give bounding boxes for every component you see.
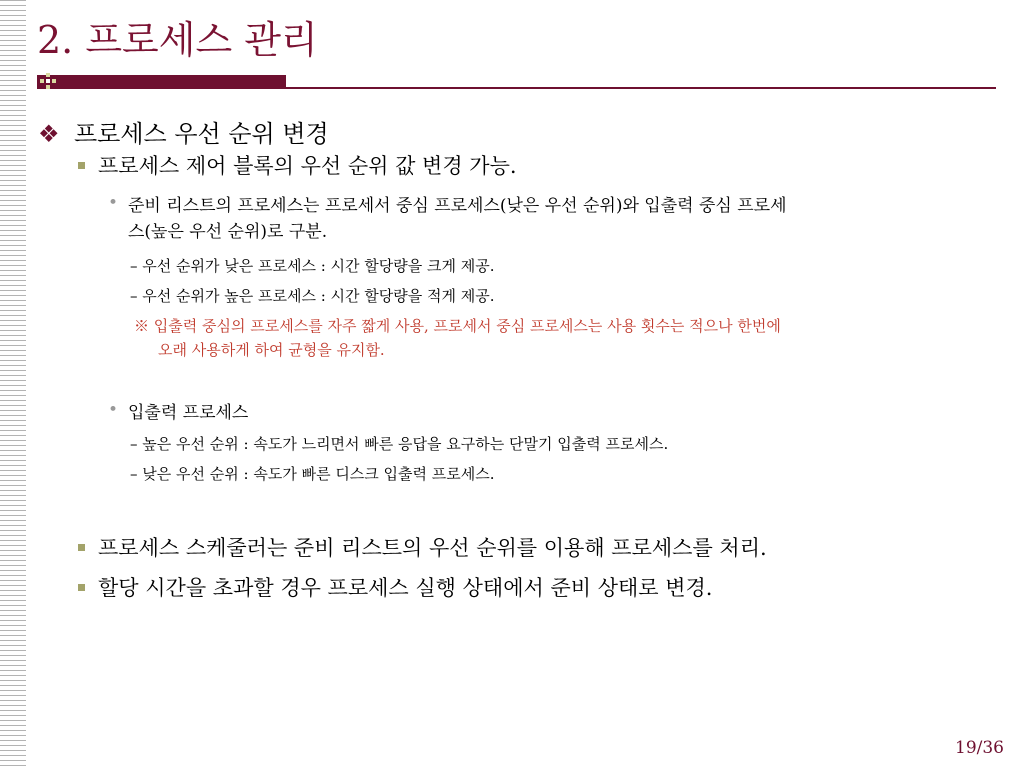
section-heading-text: 프로세스 우선 순위 변경	[74, 120, 329, 148]
bullet-text: 프로세스 제어 블록의 우선 순위 값 변경 가능.	[98, 154, 517, 178]
dot-bullet-icon: •	[108, 400, 119, 420]
detail-io-high: – 높은 우선 순위 : 속도가 느리면서 빠른 응답을 요구하는 단말기 입출력 프로세스.	[130, 435, 669, 453]
detail-high-priority: – 우선 순위가 높은 프로세스 : 시간 할당량을 적게 제공.	[130, 287, 495, 305]
note-line-2: 오래 사용하게 하여 균형을 유지함.	[158, 341, 385, 359]
sub-bullet-ready-list	[108, 193, 988, 249]
diamond-bullet-icon: ❖	[38, 120, 60, 148]
page-number: 19/36	[955, 738, 1004, 758]
diamond-ornament-icon	[40, 73, 56, 89]
slide-title: 2. 프로세스 관리	[37, 18, 318, 62]
note-line-1: ※ 입출력 중심의 프로세스를 자주 짧게 사용, 프로세서 중심 프로세스는 사용 횟수는 적으나 한번에	[134, 317, 781, 335]
sub-bullet-line: 입출력 프로세스	[128, 403, 249, 423]
detail-low-priority: – 우선 순위가 낮은 프로세스 : 시간 할당량을 크게 제공.	[130, 257, 495, 275]
left-striped-band	[0, 0, 26, 768]
square-bullet-icon	[78, 544, 85, 551]
bullet-scheduler	[78, 532, 958, 562]
sub-bullet-line: 준비 리스트의 프로세스는 프로세서 중심 프로세스(낮은 우선 순위)와 입출력 중심 프로세	[128, 196, 787, 216]
title-rule-thin	[37, 87, 996, 89]
dot-bullet-icon: •	[108, 193, 119, 213]
bullet-text: 할당 시간을 초과할 경우 프로세스 실행 상태에서 준비 상태로 변경.	[98, 576, 713, 600]
square-bullet-icon	[78, 584, 85, 591]
bullet-text: 프로세스 스케줄러는 준비 리스트의 우선 순위를 이용해 프로세스를 처리.	[98, 536, 767, 560]
sub-bullet-io-process	[108, 400, 708, 426]
bullet-pcb-priority	[78, 150, 958, 180]
bullet-timeout	[78, 572, 958, 602]
section-heading	[38, 114, 329, 149]
sub-bullet-line: 스(높은 우선 순위)로 구분.	[128, 222, 328, 242]
detail-io-low: – 낮은 우선 순위 : 속도가 빠른 디스크 입출력 프로세스.	[130, 465, 495, 483]
square-bullet-icon	[78, 162, 85, 169]
title-rule-thick	[37, 75, 286, 87]
